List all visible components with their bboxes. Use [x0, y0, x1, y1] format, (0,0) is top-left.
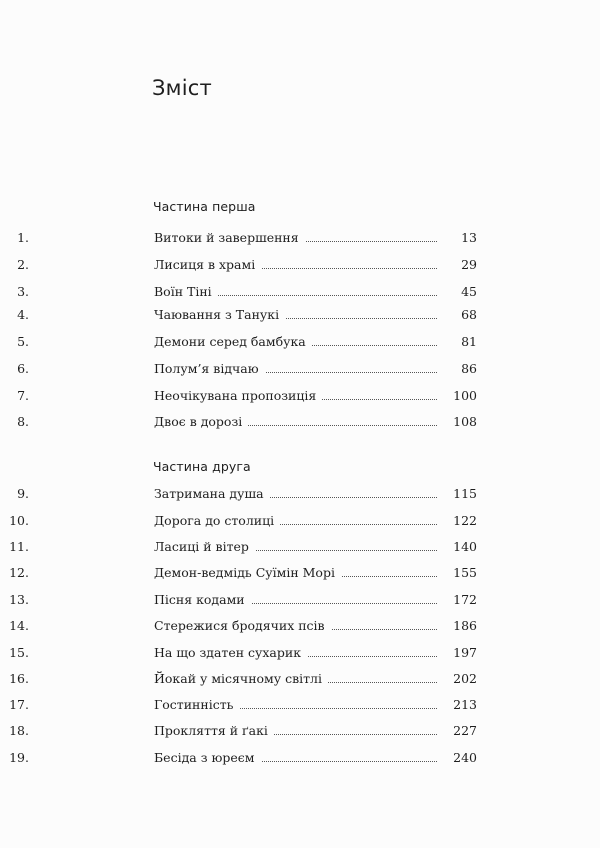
part-heading-first: Частина перша — [153, 199, 256, 214]
entry-page: 155 — [453, 565, 477, 580]
toc-entry[interactable] — [0, 334, 477, 354]
entry-title: Демон-ведмідь Суїмін Морі — [154, 565, 341, 580]
toc-entry[interactable] — [0, 750, 477, 770]
entry-title: Неочікувана пропозиція — [154, 388, 322, 403]
entry-title: Бесіда з юреєм — [154, 750, 261, 765]
entry-page: 68 — [461, 307, 477, 322]
entry-title: Дорога до столиці — [154, 513, 280, 528]
entry-page: 86 — [461, 361, 477, 376]
entry-title: Двоє в дорозі — [154, 414, 248, 429]
toc-entry[interactable] — [0, 388, 477, 408]
toc-entry[interactable] — [0, 671, 477, 691]
entry-page: 172 — [453, 592, 477, 607]
entry-title: Прокляття й ґакі — [154, 723, 274, 738]
entry-page: 213 — [453, 697, 477, 712]
entry-page: 115 — [453, 486, 477, 501]
entry-number: 10. — [9, 513, 29, 528]
toc-entry[interactable] — [0, 257, 477, 277]
entry-page: 140 — [453, 539, 477, 554]
toc-entry[interactable] — [0, 565, 477, 585]
entry-number: 18. — [9, 723, 29, 738]
entry-title: Пісня кодами — [154, 592, 251, 607]
entry-page: 202 — [453, 671, 477, 686]
toc-entry[interactable] — [0, 723, 477, 743]
entry-title: Полум’я відчаю — [154, 361, 265, 376]
entry-title: Гостинність — [154, 697, 239, 712]
entry-page: 197 — [453, 645, 477, 660]
toc-entry[interactable] — [0, 284, 477, 304]
entry-number: 13. — [9, 592, 29, 607]
entry-title: Стережися бродячих псів — [154, 618, 331, 633]
toc-entry[interactable] — [0, 592, 477, 612]
entry-number: 3. — [17, 284, 29, 299]
entry-number: 5. — [17, 334, 29, 349]
entry-number: 9. — [17, 486, 29, 501]
entry-number: 14. — [9, 618, 29, 633]
entry-number: 7. — [17, 388, 29, 403]
entry-page: 108 — [453, 414, 477, 429]
entry-page: 227 — [453, 723, 477, 738]
entry-number: 16. — [9, 671, 29, 686]
toc-entry[interactable] — [0, 486, 477, 506]
entry-title: Чаювання з Танукі — [154, 307, 285, 322]
entry-page: 100 — [453, 388, 477, 403]
entry-page: 45 — [461, 284, 477, 299]
entry-title: Затримана душа — [154, 486, 270, 501]
entry-title: Ласиці й вітер — [154, 539, 255, 554]
entry-number: 6. — [17, 361, 29, 376]
entry-number: 2. — [17, 257, 29, 272]
entry-title: Витоки й завершення — [154, 230, 305, 245]
entry-title: Воїн Тіні — [154, 284, 218, 299]
entry-title: Лисиця в храмі — [154, 257, 261, 272]
entry-number: 1. — [17, 230, 29, 245]
entry-page: 81 — [461, 334, 477, 349]
entry-page: 122 — [453, 513, 477, 528]
toc-entry[interactable] — [0, 414, 477, 434]
toc-entry[interactable] — [0, 618, 477, 638]
entry-number: 4. — [17, 307, 29, 322]
page-title: Зміст — [152, 76, 212, 100]
entry-page: 186 — [453, 618, 477, 633]
entry-number: 19. — [9, 750, 29, 765]
entry-title: Йокай у місячному світлі — [154, 671, 328, 686]
toc-entry[interactable] — [0, 513, 477, 533]
entry-page: 29 — [461, 257, 477, 272]
toc-entry[interactable] — [0, 230, 477, 250]
part-heading-second: Частина друга — [153, 459, 251, 474]
entry-number: 11. — [9, 539, 29, 554]
toc-entry[interactable] — [0, 697, 477, 717]
entry-page: 13 — [461, 230, 477, 245]
entry-title: Демони серед бамбука — [154, 334, 312, 349]
entry-number: 12. — [9, 565, 29, 580]
toc-entry[interactable] — [0, 539, 477, 559]
toc-entry[interactable] — [0, 361, 477, 381]
entry-page: 240 — [453, 750, 477, 765]
entry-number: 8. — [17, 414, 29, 429]
entry-number: 17. — [9, 697, 29, 712]
entry-number: 15. — [9, 645, 29, 660]
entry-title: На що здатен сухарик — [154, 645, 307, 660]
toc-entry[interactable] — [0, 645, 477, 665]
toc-entry[interactable] — [0, 307, 477, 327]
